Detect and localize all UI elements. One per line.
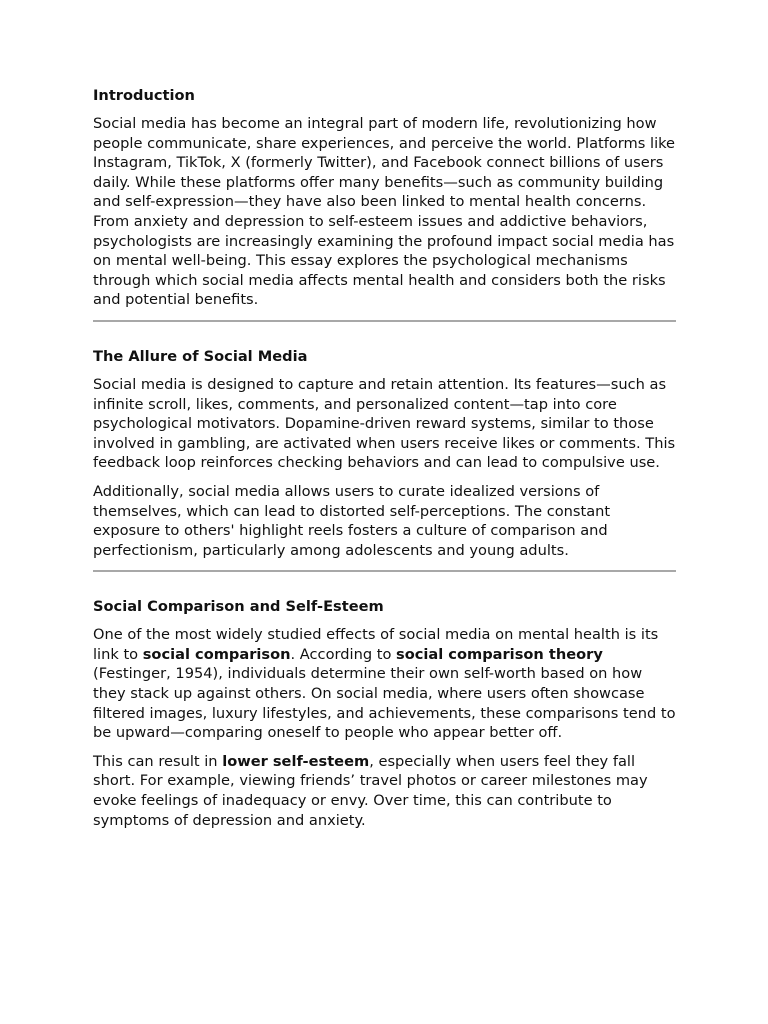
text-run: Social media has become an integral part of modern life, revolutionizing how people communicate, share experiences, and perceive the world. Platforms like Instagram, TikTok, X (formerly Twitter), and Facebook connect billions of users daily. While these platforms offer many benefits—such as community building and self-expression—they have also been linked to mental health concerns. From anxiety and depression to self-esteem issues and addictive behaviors, psychologists are increasingly examining the profound impact social media has on mental well-being. This essay explores the psychological mechanisms through which social media affects mental health and considers both the risks and potential benefits.: [93, 115, 676, 309]
bold-term: lower self-esteem: [222, 752, 370, 770]
section-heading: The Allure of Social Media: [93, 347, 308, 365]
text-run: , especially when users feel they fall short. For example, viewing friends’ travel photos or career milestones may evoke feelings of inadequacy or envy. Over time, this can contribute to symptoms of depression and anxiety.: [93, 752, 648, 829]
section-allure-of-social-media: [93, 346, 676, 572]
paragraph: [93, 482, 676, 560]
paragraph: [93, 114, 676, 310]
paragraph: [93, 375, 676, 473]
paragraph: [93, 625, 676, 743]
bold-term: social comparison theory: [396, 645, 603, 663]
section-heading: Social Comparison and Self-Esteem: [93, 598, 384, 616]
section-divider: [93, 320, 676, 322]
text-run: Social media is designed to capture and retain attention. Its features—such as infinite scroll, likes, comments, and personalized content—tap into core psychological motivators. Dopamine-driven reward systems, similar to those involved in gambling, are activated when users receive likes or comments. This feedback loop reinforces checking behaviors and can lead to compulsive use.: [93, 375, 676, 472]
paragraph: [93, 752, 676, 830]
text-run: . According to: [290, 645, 397, 663]
section-social-comparison: [93, 596, 676, 830]
text-run: Additionally, social media allows users to curate idealized versions of themselves, which can lead to distorted self-perceptions. The constant exposure to others' highlight reels fosters a culture of comparison and perfectionism, particularly among adolescents and young adults.: [93, 482, 611, 559]
text-run: One of the most widely studied effects of social media on mental health is its link to: [93, 626, 659, 663]
bold-term: social comparison: [142, 645, 291, 663]
section-divider: [93, 570, 676, 572]
text-run: This can result in: [93, 752, 223, 770]
text-run: (Festinger, 1954), individuals determine their own self-worth based on how they stack up against others. On social media, where users often showcase filtered images, luxury lifestyles, and achievements, these comparisons tend to be upward—comparing oneself to people who appear better off.: [93, 665, 676, 742]
document-page: [93, 85, 676, 839]
section-heading: Introduction: [93, 87, 195, 104]
section-introduction: [93, 85, 676, 322]
